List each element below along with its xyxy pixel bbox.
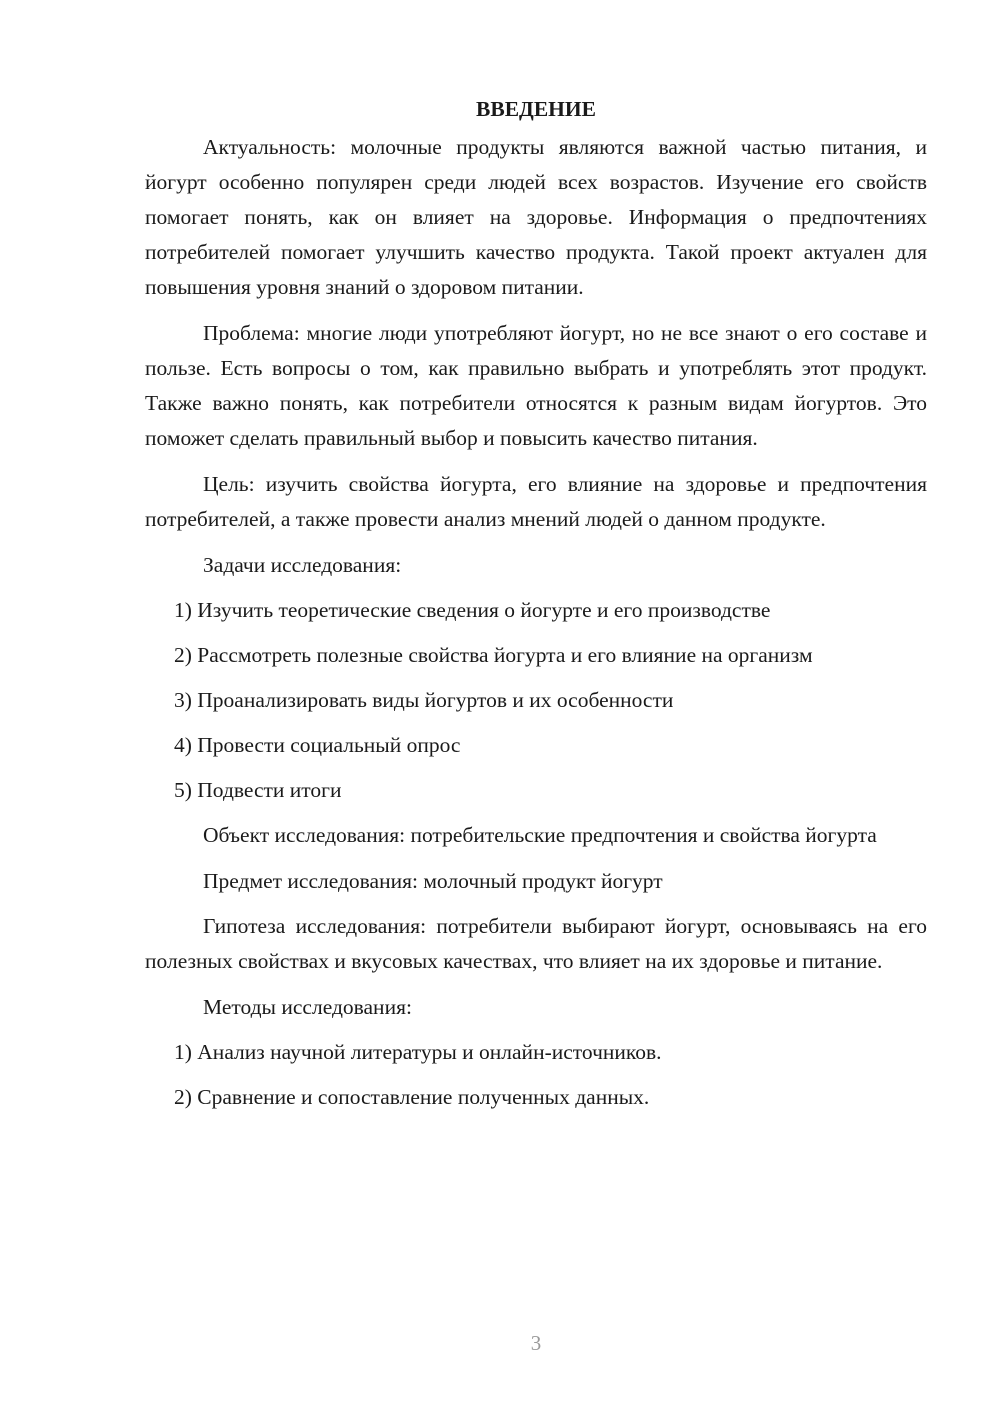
list-item: 4) Провести социальный опрос <box>174 733 461 757</box>
list-item: 5) Подвести итоги <box>174 778 342 802</box>
page-number: 3 <box>530 1331 542 1355</box>
problem-paragraph: Проблема: многие люди употребляют йогурт, но не все знают о его составе и пользе. Есть вопросы о том, как правильно выбрать и употреблять этот продукт. Также важно понять, как потребители относятся к разным видам йогуртов. Это поможет сделать правильный выбор и повысить качество питания. <box>145 321 927 450</box>
subject-paragraph: Предмет исследования: молочный продукт йогурт <box>203 869 663 893</box>
list-item: 3) Проанализировать виды йогуртов и их особенности <box>174 688 674 712</box>
list-item: 2) Сравнение и сопоставление полученных данных. <box>174 1085 650 1109</box>
methods-list <box>145 1035 927 1115</box>
list-item: 1) Анализ научной литературы и онлайн-источников. <box>174 1040 662 1064</box>
tasks-heading: Задачи исследования: <box>203 553 402 577</box>
relevance-paragraph: Актуальность: молочные продукты являются важной частью питания, и йогурт особенно популярен среди людей всех возрастов. Изучение его свойств помогает понять, как он влияет на здоровье. Информация о предпочтениях потребителей помогает улучшить качество продукта. Такой проект актуален для повышения уровня знаний о здоровом питании. <box>145 135 927 299</box>
list-item: 1) Изучить теоретические сведения о йогурте и его производстве <box>174 598 771 622</box>
methods-heading: Методы исследования: <box>203 995 412 1019</box>
section-heading: ВВЕДЕНИЕ <box>476 97 596 121</box>
hypothesis-paragraph: Гипотеза исследования: потребители выбирают йогурт, основываясь на его полезных свойствах и вкусовых качествах, что влияет на их здоровье и питание. <box>145 914 927 973</box>
tasks-list <box>145 593 927 808</box>
object-paragraph: Объект исследования: потребительские предпочтения и свойства йогурта <box>203 823 877 847</box>
list-item: 2) Рассмотреть полезные свойства йогурта и его влияние на организм <box>174 643 813 667</box>
goal-paragraph: Цель: изучить свойства йогурта, его влияние на здоровье и предпочтения потребителей, а также провести анализ мнений людей о данном продукте. <box>145 472 927 531</box>
document-page <box>145 92 927 1125</box>
